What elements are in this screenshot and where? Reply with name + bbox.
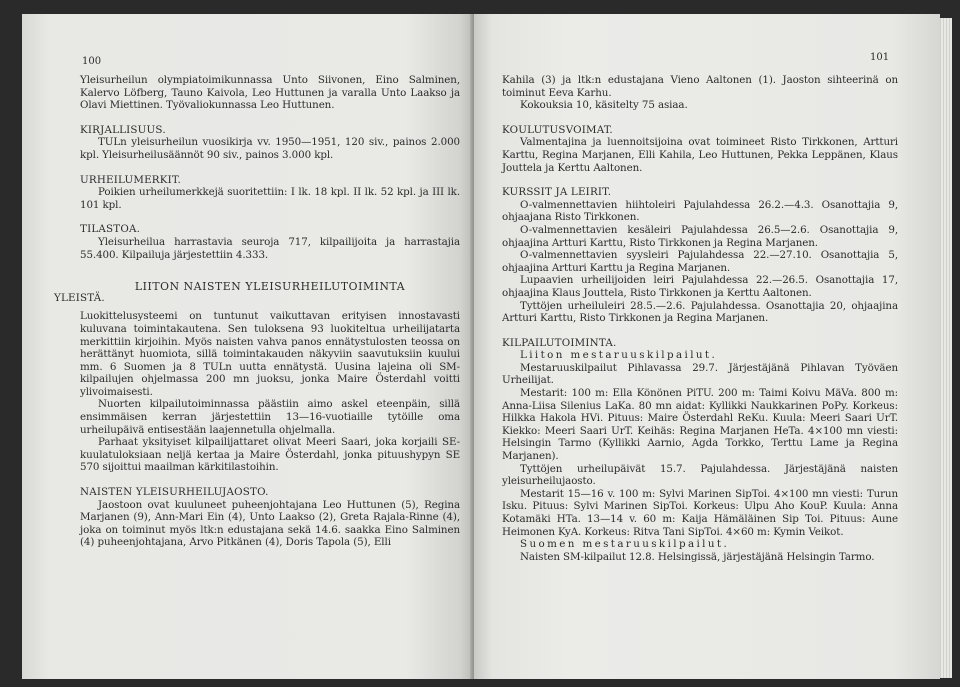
section-heading: KURSSIT JA LEIRIT. — [502, 186, 612, 199]
page-number-left: 100 — [82, 56, 102, 67]
section-heading: YLEISTÄ. — [54, 291, 105, 304]
paragraph: Tyttöjen urheiluleiri 28.5.—2.6. Pajulahdessa. Osanottajia 20, ohjaajina Artturi Karttu, Risto Tirkkonen ja Regina Marjanen. — [502, 299, 898, 325]
paragraph: Mestaruuskilpailut Pihlavassa 29.7. Järjestäjänä Pihlavan Työväen Urheilijat. — [502, 361, 898, 387]
paragraph: Jaostoon ovat kuuluneet puheenjohtajana Leo Huttunen (5), Regina Marjanen (9), Ann-Mari Ein (4), Unto Laakso (2), Greta Rajala-Rinne (4), joka on toiminut myös ltk:n edustajana sekä 14.6. saakka Eino Salminen (4) puheenjohtajana, Arvo Pitkänen (4), Doris Tapola (5), Elli — [80, 498, 460, 549]
paragraph: Lupaavien urheilijoiden leiri Pajulahdessa 22.—26.5. Osanottajia 17, ohjaajina Klaus Jouttela, Risto Tirkkonen ja Kerttu Aaltonen. — [502, 274, 898, 299]
paragraph: Kokouksia 10, käsitelty 75 asiaa. — [520, 99, 688, 112]
section-heading: KILPAILUTOIMINTA. — [502, 336, 617, 349]
section-heading: KOULUTUSVOIMAT. — [502, 123, 613, 136]
page-number-right: 101 — [870, 52, 890, 63]
paragraph: Yleisurheilun olympiatoimikunnassa Unto Siivonen, Eino Salminen, Kalervo Löfberg, Tauno Kaivola, Leo Huttunen ja varalla Unto Laakso ja Olavi Miettinen. Työvaliokunnassa Leo Huttunen. — [80, 74, 460, 112]
paragraph: Mestarit: 100 m: Ella Könönen PiTU. 200 m: Taimi Koivu MäVa. 800 m: Anna-Liisa Silenius LaKa. 80 mn aidat: Kyllikki Naukkarinen PoPy. Korkeus: Hilkka Hakola HVi. Pituus: Maire Österdahl ReKu. Kuula: Meeri Saari UrT. Kiekko: Meeri Saari UrT. Keihäs: Regina Marjanen HeTa. 4×100 mn viesti: Helsingin Tarmo (Kyllikki Aarnio, Agda Torkko, Terttu Lame ja Regina Marjanen). — [502, 387, 898, 463]
page-edges — [940, 18, 952, 678]
subsection-heading: Suomen mestaruuskilpailut. — [520, 538, 730, 551]
left-page-text — [54, 62, 460, 549]
paragraph: Mestarit 15—16 v. 100 m: Sylvi Marinen SipToi. 4×100 mn viesti: Turun Isku. Pituus: Sylvi Marinen SipToi. Korkeus: Ulpu Aho KouP. Kuula: Anna Kotamäki HTa. 13—14 v. 60 m: Kaija Hämäläinen Sip Toi. Pituus: Aune Heimonen KyA. Korkeus: Ritva Tani SipToi. 4×60 m: Kymin Veikot. — [502, 487, 898, 538]
paragraph: Luokittelusysteemi on tuntunut vaikuttavan erityisen innostavasti kuluvana toimintakautena. Sen tuloksena 93 luokiteltua urheilijatarta merkittiin kirjoihin. Myös naisten vahva panos ennätystulosten teossa on herättänyt huomiota, sillä toimintakauden näkyviin saavutuksiin kuului mm. 6 Suomen ja 8 TULn uutta ennätystä. Uusina lajeina oli SM-kilpailujen ohjelmassa 200 mn juoksu, jonka Maire Österdahl voitti ylivoimaisesti. — [80, 310, 460, 398]
paragraph: O-valmennettavien hiihtoleiri Pajulahdessa 26.2.—4.3. Osanottajia 9, ohjaajana Risto Tirkkonen. — [502, 198, 898, 224]
chapter-title: LIITON NAISTEN YLEISURHEILUTOIMINTA — [134, 280, 406, 294]
section-heading: KIRJALLISUUS. — [80, 123, 166, 136]
paragraph: TULn yleisurheilun vuosikirja vv. 1950—1951, 120 siv., painos 2.000 kpl. Yleisurheilusäännöt 90 siv., painos 3.000 kpl. — [80, 136, 460, 161]
paragraph: Parhaat yksityiset kilpailijattaret olivat Meeri Saari, joka korjaili SE-kuulatuloksiaan neljä kertaa ja Maire Österdahl, jonka pituushypyn SE 570 sijoittui maailman kärkitilastoihin. — [80, 436, 460, 474]
paragraph: Poikien urheilumerkkejä suoritettiin: I lk. 18 kpl. II lk. 52 kpl. ja III lk. 101 kpl. — [80, 186, 460, 211]
paragraph: Nuorten kilpailutoiminnassa päästiin aimo askel eteenpäin, sillä ensimmäisen kerran järjestettiin 13—16-vuotiaille tytöille oma urheilupäivä entisestään laajennetulla ohjelmalla. — [80, 398, 460, 436]
paragraph: Tyttöjen urheilupäivät 15.7. Pajulahdessa. Järjestäjänä naisten yleisurheilujaosto. — [502, 462, 898, 488]
paragraph: Valmentajina ja luennoitsijoina ovat toimineet Risto Tirkkonen, Artturi Karttu, Regina Marjanen, Elli Kahila, Leo Huttunen, Pekka Leppänen, Klaus Jouttela ja Kerttu Aaltonen. — [502, 136, 898, 174]
paragraph: Kahila (3) ja ltk:n edustajana Vieno Aaltonen (1). Jaoston sihteerinä on toiminut Eeva Karhu. — [502, 74, 898, 99]
section-heading: TILASTOA. — [80, 223, 141, 236]
right-page — [474, 14, 940, 679]
subsection-heading: Liiton mestaruuskilpailut. — [520, 349, 718, 362]
left-page — [22, 14, 474, 679]
paragraph: O-valmennettavien syysleiri Pajulahdessa 22.—27.10. Osanottajia 5, ohjaajina Artturi Karttu ja Regina Marjanen. — [502, 249, 898, 274]
paragraph: Yleisurheilua harrastavia seuroja 717, kilpailijoita ja harrastajia 55.400. Kilpailuja järjestettiin 4.333. — [80, 235, 460, 261]
section-heading: NAISTEN YLEISURHEILUJAOSTO. — [80, 486, 269, 499]
paragraph: Naisten SM-kilpailut 12.8. Helsingissä, järjestäjänä Helsingin Tarmo. — [520, 550, 875, 563]
right-page-text — [502, 74, 898, 563]
section-heading: URHEILUMERKIT. — [80, 173, 181, 186]
paragraph: O-valmennettavien kesäleiri Pajulahdessa 26.5—2.6. Osanottajia 9, ohjaajina Artturi Karttu, Risto Tirkkonen ja Regina Marjanen. — [502, 223, 898, 249]
